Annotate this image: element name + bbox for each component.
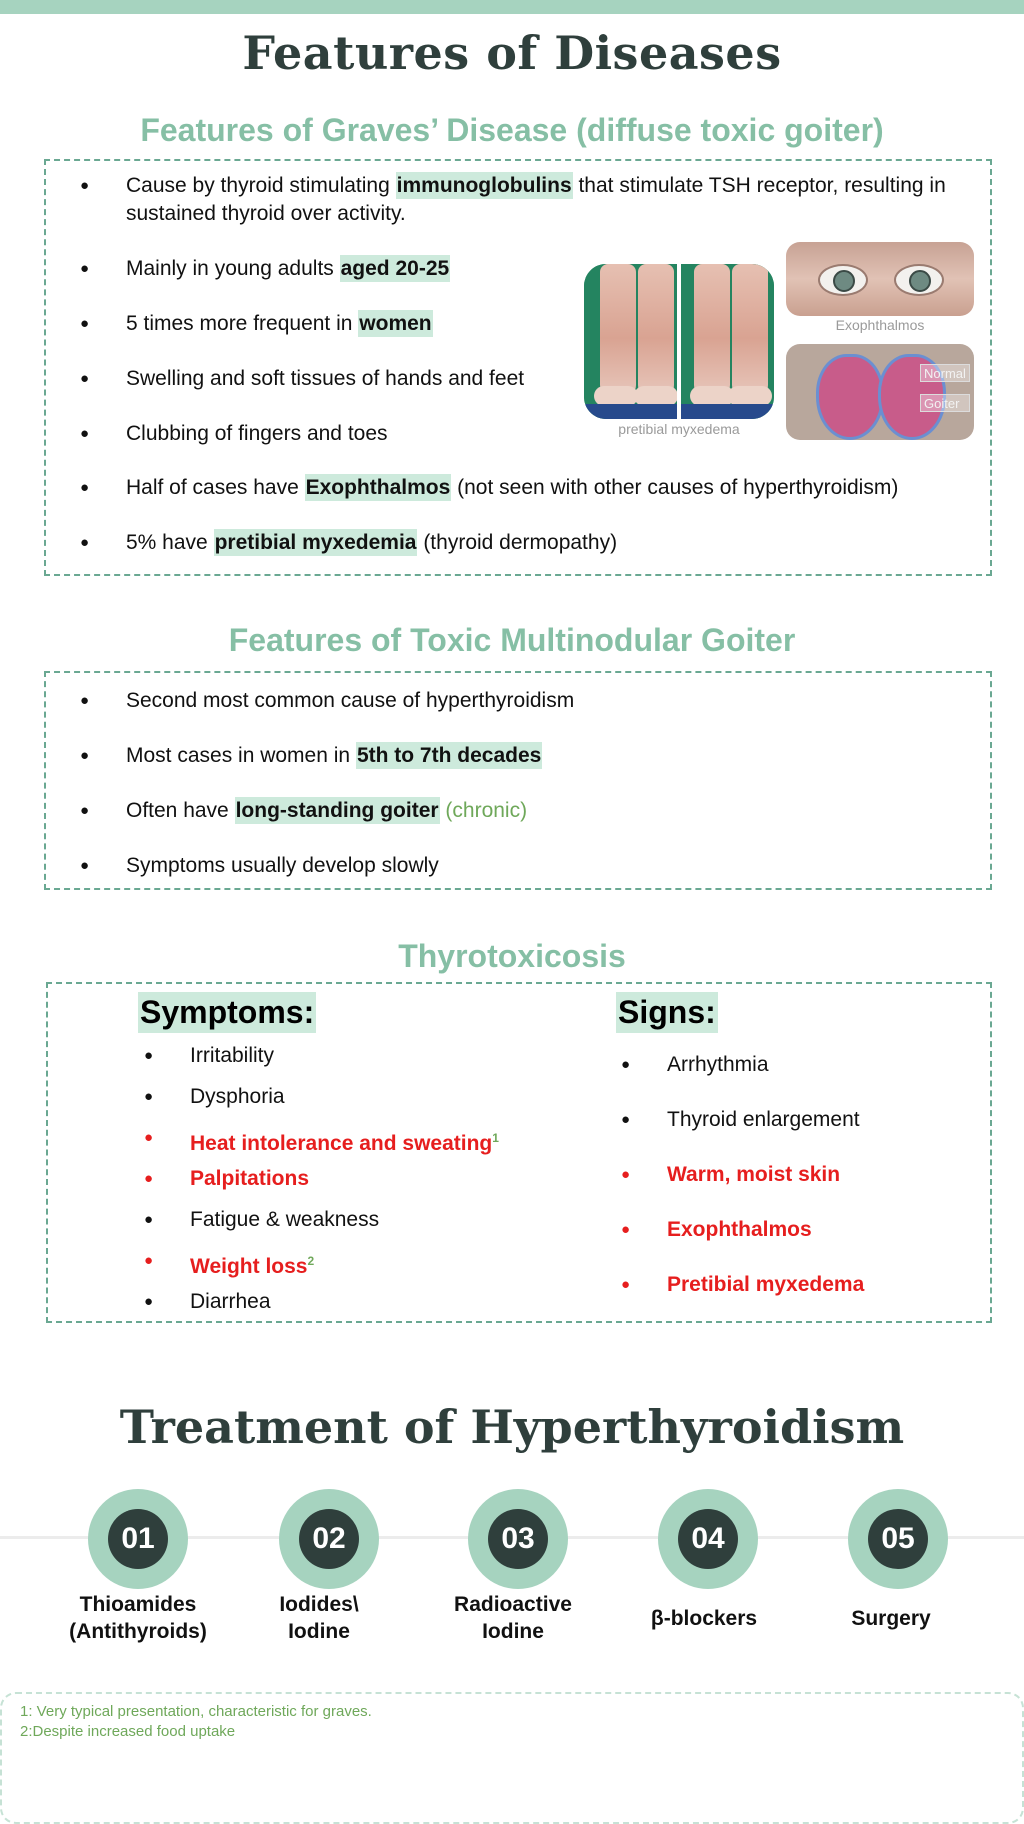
pretibial-myxedema-image [584, 264, 774, 419]
list-item: ● Often have long-standing goiter (chronic) [126, 797, 527, 825]
list-item: ● Heat intolerance and sweating$^1$ [190, 1124, 499, 1158]
list-item: ● Diarrhea [190, 1288, 271, 1316]
list-item: ● Dysphoria [190, 1083, 285, 1111]
step-label: Surgery [851, 1607, 931, 1630]
list-item: ● 5 times more frequent in women [126, 310, 433, 338]
list-item: ● Symptoms usually develop slowly [126, 852, 439, 880]
list-item: ● Pretibial myxedema [667, 1271, 864, 1299]
list-item: ● Arrhythmia [667, 1051, 769, 1079]
step-label: β-blockers [650, 1607, 758, 1630]
exophthalmos-caption: Exophthalmos [835, 317, 925, 333]
list-item: ● Irritability [190, 1042, 274, 1070]
step-number: 02 [299, 1509, 359, 1569]
list-item: ● Mainly in young adults aged 20-25 [126, 255, 450, 283]
step-label: Thioamides (Antithyroids) [69, 1593, 207, 1643]
pretibial-myxedema-caption: pretibial myxedema [618, 421, 740, 437]
graves-section-title: Features of Graves’ Disease (diffuse toxic goiter) [140, 112, 884, 148]
tmg-section-title: Features of Toxic Multinodular Goiter [228, 622, 796, 658]
top-accent-bar [0, 0, 1024, 14]
list-item: ● Most cases in women in 5th to 7th decades [126, 742, 542, 770]
list-item: ● Exophthalmos [667, 1216, 812, 1244]
list-item: ● Half of cases have Exophthalmos (not seen with other causes of hyperthyroidism) [126, 474, 898, 502]
step-number: 03 [488, 1509, 548, 1569]
step-label: Iodides\ Iodine [279, 1593, 359, 1643]
thyroid-normal-label: Normal [920, 364, 970, 382]
step-number: 04 [678, 1509, 738, 1569]
footnote-2: 2:Despite increased food uptake [20, 1723, 236, 1740]
list-item: ● Second most common cause of hyperthyroidism [126, 687, 574, 715]
list-item: ● Weight loss$^2$ [190, 1247, 314, 1281]
thyrotoxicosis-section-title: Thyrotoxicosis [398, 938, 626, 974]
list-item: ● Clubbing of fingers and toes [126, 420, 388, 448]
page-title: Features of Diseases [242, 26, 782, 80]
list-item: ● Fatigue & weakness [190, 1206, 379, 1234]
goiter-thyroid-image [786, 344, 974, 440]
step-label: Radioactive Iodine [454, 1593, 572, 1643]
list-item: ● 5% have pretibial myxedemia (thyroid dermopathy) [126, 529, 617, 557]
signs-heading: Signs: [616, 992, 718, 1033]
footnotes-box [0, 1692, 1024, 1824]
list-item: ● Warm, moist skin [667, 1161, 840, 1189]
exophthalmos-image [786, 242, 974, 316]
symptoms-heading: Symptoms: [138, 992, 316, 1033]
thyroid-goiter-label: Goiter [920, 394, 970, 412]
footnote-1: 1: Very typical presentation, characteristic for graves. [20, 1703, 372, 1720]
list-item: ● Cause by thyroid stimulating immunoglobulins that stimulate TSH receptor, resulting in sustained thyroid over activity. [126, 172, 946, 228]
step-number: 05 [868, 1509, 928, 1569]
list-item: ● Swelling and soft tissues of hands and feet [126, 365, 524, 393]
list-item: ● Thyroid enlargement [667, 1106, 860, 1134]
step-number: 01 [108, 1509, 168, 1569]
list-item: ● Palpitations [190, 1165, 309, 1193]
treatment-title: Treatment of Hyperthyroidism [119, 1400, 905, 1454]
